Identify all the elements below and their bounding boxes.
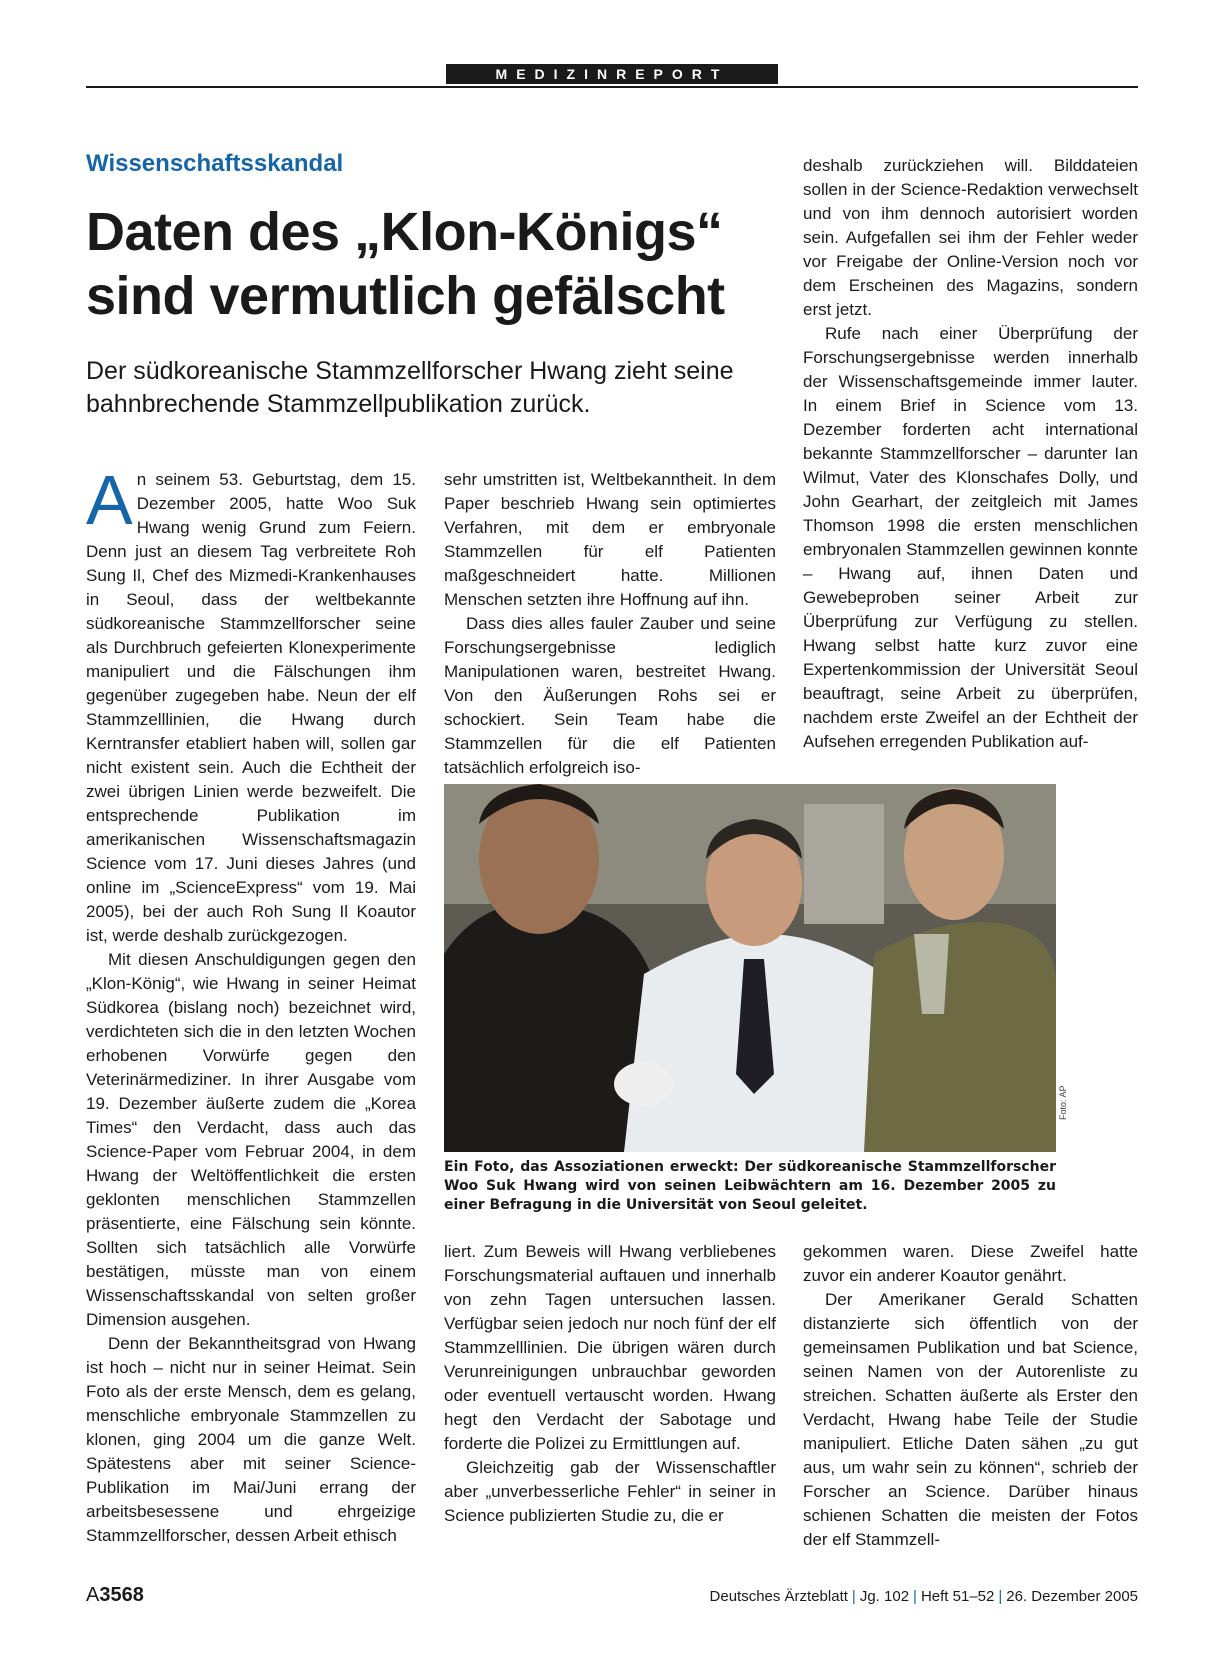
drop-cap: A [86, 461, 133, 539]
paragraph: Der Amerikaner Gerald Schatten distanzierte sich öffentlich von der gemeinsamen Publikation und bat Science, seinen Namen von der Autorenliste zu streichen. Schatten äußerte als Erster den Verdacht, Hwang habe Teile der Studie manipuliert. Etliche Daten sähen „zu gut aus, um wahr sein zu können“, schrieb der Forscher an Science. Darüber hinaus schienen Schatten die meisten der Fotos der elf Stammzell- [803, 1290, 1138, 1549]
paragraph: gekommen waren. Diese Zweifel hatte zuvor ein anderer Koautor genährt. [803, 1242, 1138, 1285]
separator: | [913, 1588, 917, 1605]
paragraph-text: n seinem 53. Geburtstag, dem 15. Dezember 2005, hatte Woo Suk Hwang wenig Grund zum Feiern. Denn just an diesem Tag verbreitete Roh Sung Il, Chef des Mizmedi-Krankenhauses in Seoul, dass der weltbekannte südkoreanische Stammzellforscher seine als Durchbruch gefeierten Klonexperimente manipuliert und die Fälschungen ihm gegenüber zugegeben habe. Neun der elf Stammzelllinien, die Hwang durch Kerntransfer etabliert haben will, sollen gar nicht existent sein. Auch die Echtheit der zwei übrigen Linien werde bezweifelt. Die entsprechende Publikation im amerikanischen Wissenschaftsmagazin Science vom 17. Juni dieses Jahres (und online im „ScienceExpress“ vom 19. Mai 2005), bei der auch Roh Sung Il Koautor ist, werde deshalb zurückgezogen. [86, 470, 416, 945]
paragraph: liert. Zum Beweis will Hwang verbliebenes Forschungsmaterial auftauen und innerhalb von zehn Tagen untersuchen lassen. Verfügbar seien jedoch nur noch fünf der elf Stammzelllinien. Die übrigen wären durch Verunreinigungen unbrauchbar geworden oder eventuell vertauscht worden. Hwang hegt den Verdacht der Sabotage und forderte die Polizei zu Ermittlungen auf. [444, 1242, 776, 1453]
header-rule [86, 64, 1138, 88]
separator: | [851, 1588, 856, 1605]
text-column-2 [444, 468, 776, 777]
article-headline: Daten des „Klon-Königs“ sind vermutlich gefälscht [86, 202, 725, 326]
text-column-1 [86, 461, 416, 1545]
journal-name: Deutsches Ärzteblatt [709, 1588, 848, 1605]
journal-date: 26. Dezember 2005 [1006, 1588, 1138, 1605]
paragraph: sehr umstritten ist, Weltbekanntheit. In dem Paper beschrieb Hwang sein optimiertes Verfahren, mit dem er embryonale Stammzellen für elf Patienten maßgeschneidert hatte. Millionen Menschen setzten ihre Hoffnung auf ihn. [444, 470, 776, 609]
paragraph: Denn der Bekanntheitsgrad von Hwang ist hoch – nicht nur in seiner Heimat. Sein Foto als der erste Mensch, dem es gelang, menschliche embryonale Stammzellen zu klonen, ging 2004 um die ganze Welt. Spätestens aber mit seiner Science-Publikation im Mai/Juni errang der arbeitsbesessene und ehrgeizige Stammzellforscher, dessen Arbeit ethisch [86, 1334, 416, 1545]
paragraph: Rufe nach einer Überprüfung der Forschungsergebnisse werden innerhalb der Wissenschaftsgemeinde immer lauter. In einem Brief in Science vom 13. Dezember forderten acht international bekannte Stammzellforscher – darunter Ian Wilmut, Vater des Klonschafes Dolly, und John Gearhart, der zeitgleich mit James Thomson 1998 die ersten menschlichen embryonalen Stammzellen gewinnen konnte – Hwang auf, ihnen Daten und Gewebeproben seiner Arbeit zur Überprüfung zur Verfügung zu stellen. Hwang selbst hatte kurz zuvor eine Expertenkommission der Universität Seoul beauftragt, seine Arbeit zu überprüfen, nachdem erste Zweifel an der Echtheit der Aufsehen erregenden Publikation auf- [803, 324, 1138, 751]
text-column-3 [803, 154, 1138, 756]
photo-illustration [444, 784, 1056, 1152]
separator: | [998, 1588, 1003, 1605]
article-photo [444, 784, 1056, 1152]
journal-volume: Jg. 102 [859, 1588, 910, 1605]
paragraph: Gleichzeitig gab der Wissenschaftler aber „unverbesserliche Fehler“ in seiner in Science publizierten Studie zu, die er [444, 1458, 776, 1525]
page-prefix: A [86, 1584, 100, 1606]
paragraph: deshalb zurückziehen will. Bilddateien sollen in der Science-Redaktion verwechselt und von ihm dennoch autorisiert worden sein. Aufgefallen sei ihm der Fehler weder vor Freigabe der Online-Version noch vor dem Erscheinen des Magazins, sondern erst jetzt. [803, 156, 1138, 319]
section-tag: MEDIZINREPORT [446, 64, 778, 84]
article-kicker: Wissenschaftsskandal [86, 150, 344, 177]
paragraph: Mit diesen Anschuldigungen gegen den „Klon-König“, wie Hwang in seiner Heimat Südkorea (bislang noch) bezeichnet wird, verdichteten sich die in den letzten Wochen erhobenen Vorwürfe gegen den Veterinärmediziner. In ihrer Ausgabe vom 19. Dezember äußerte zudem die „Korea Times“ den Verdacht, dass auch das Science-Paper vom Februar 2004, in dem Hwang der Weltöffentlichkeit die ersten geklonten menschlichen Stammzellen präsentierte, eine Fälschung sein könnte. Sollten sich tatsächlich alle Vorwürfe bestätigen, müsste man von einem Wissenschaftsskandal von selten großer Dimension ausgehen. [86, 950, 416, 1329]
text-column-5 [803, 1240, 1138, 1549]
page-number [86, 1584, 144, 1607]
journal-footer [710, 1588, 1138, 1605]
page-number-value: 3568 [99, 1584, 144, 1606]
paragraph [86, 461, 416, 948]
photo-credit: Foto: AP [1058, 1085, 1068, 1120]
journal-issue: Heft 51–52 [920, 1588, 995, 1605]
text-column-4 [444, 1240, 776, 1528]
paragraph: Dass dies alles fauler Zauber und seine Forschungsergebnisse lediglich Manipulationen waren, bestreitet Hwang. Von den Äußerungen Rohs sei er schockiert. Sein Team habe die Stammzellen für die elf Patienten tatsächlich erfolgreich iso- [444, 614, 776, 777]
article-subheadline: Der südkoreanische Stammzellforscher Hwang zieht seine bahnbrechende Stammzellpublikation zurück. [86, 357, 734, 418]
photo-caption: Ein Foto, das Assoziationen erweckt: Der südkoreanische Stammzellforscher Woo Suk Hwang wird von seinen Leibwächtern am 16. Dezember 2005 zu einer Befragung in die Universität von Seoul geleitet. [444, 1159, 1056, 1213]
